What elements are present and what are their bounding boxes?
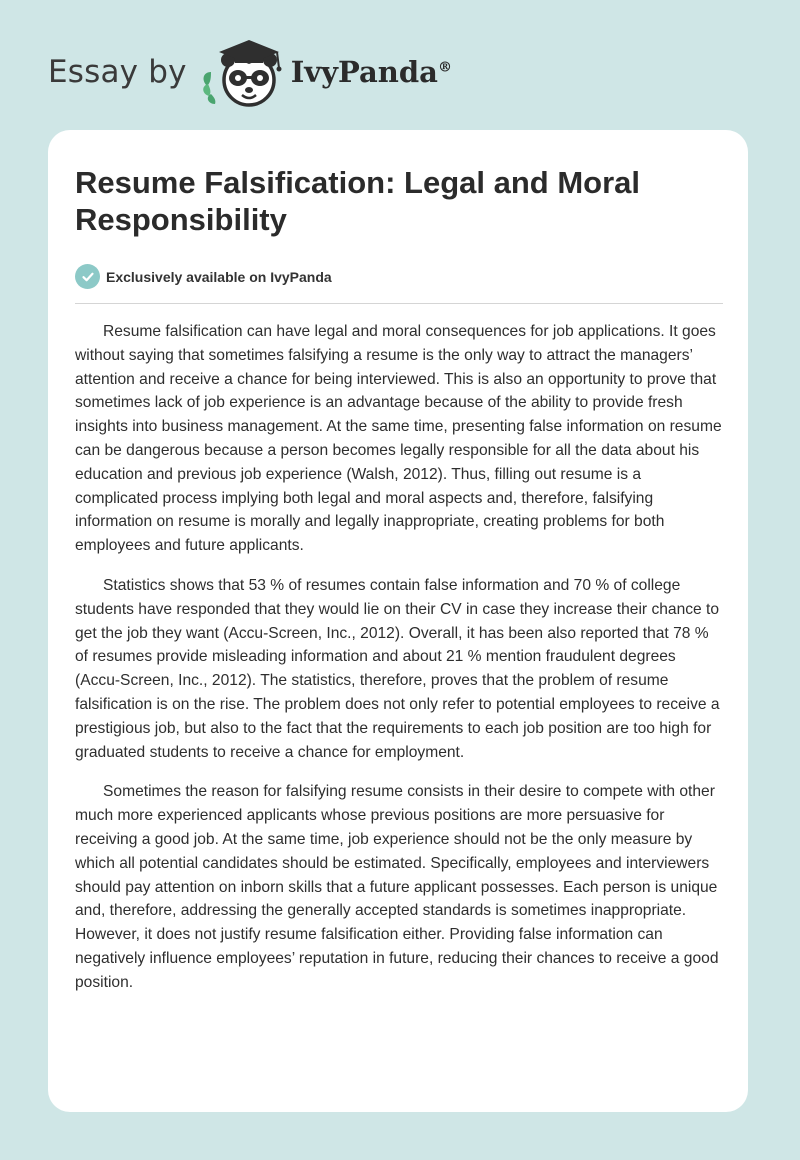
divider [75,303,723,304]
panda-graduate-icon [197,34,289,110]
paragraph-3: Sometimes the reason for falsifying resume consists in their desire to compete with other much more experienced applicants whose previous positions are more persuasive for receiving a good job. At the same time, job experience should not be the only measure by which all potential candidates should be estimated. Specifically, employees and interviewers should pay attention on inborn skills that a future applicant possesses. Each person is unique and, therefore, addressing the generally accepted standards is sometimes inappropriate. However, it does not justify resume falsification either. Providing false information can negatively influence employees’ reputation in future, reducing their chances to receive a good position. [75,783,719,991]
paragraph-1: Resume falsification can have legal and moral consequences for job applications. It goes without saying that sometimes falsifying a resume is the only way to attract the managers’ attention and receive a chance for being interviewed. This is also an opportunity to prove that sometimes lack of job experience is an advantage because of the ability to provide fresh insights into business management. At the same time, presenting false information on resume can be dangerous because a person becomes legally responsible for all the data about his education and previous job experience (Walsh, 2012). Thus, filling out resume is a complicated process implying both legal and moral aspects and, therefore, falsifying information on resume is morally and legally inappropriate, creating problems for both employees and future applicants. [75,323,722,555]
check-icon [75,264,100,289]
essay-card [48,130,748,1112]
page-title: Resume Falsification: Legal and Moral Responsibility [75,165,641,237]
brand-name: IvyPanda® [290,55,452,89]
exclusive-label: Exclusively available on IvyPanda [106,268,332,285]
brand-logo[interactable] [48,34,452,110]
brand-prefix: Essay by [48,54,187,90]
essay-body [75,320,723,1011]
exclusive-badge [75,264,332,289]
paragraph-2: Statistics shows that 53 % of resumes contain false information and 70 % of college students have responded that they would lie on their CV in case they increase their chance to get the job they want (Accu-Screen, Inc., 2012). Overall, it has been also reported that 78 % of resumes provide misleading information and about 21 % mention fraudulent degrees (Accu-Screen, Inc., 2012). The statistics, therefore, proves that the problem of resume falsification is on the rise. The problem does not only refer to potential employees to receive a prestigious job, but also to the fact that the requirements to each job position are too high for graduated students to receive a chance for employment. [75,576,720,761]
